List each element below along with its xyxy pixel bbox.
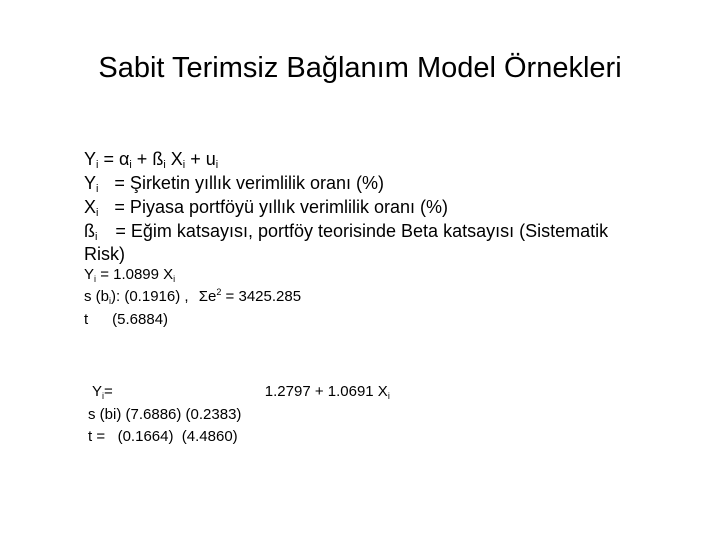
- sum-squared-residuals: Σe: [198, 288, 217, 305]
- estimate2-equation: $Y_i= 1.2797 + 1.0691$ $X_i$: [92, 383, 390, 401]
- definition-y: $Y_i$ = Şirketin yıllık verimlilik oranı (%): [84, 173, 384, 195]
- alpha-symbol: α: [118, 149, 130, 169]
- beta-symbol: ß: [152, 149, 164, 169]
- model-lhs: Y: [84, 149, 97, 169]
- definition-beta: $ß_i$ = Eğim katsayısı, portföy teorisinde Beta katsayısı (Sistematik: [84, 221, 609, 243]
- definition-continuation: Risk): [84, 244, 125, 264]
- estimate1-t-values: t (5.6884): [84, 311, 169, 328]
- model-equation: $Y_i = \alpha_i$ + $ß_i$ $X_i + u_i$: [84, 149, 219, 171]
- slide-title: Sabit Terimsiz Bağlanım Model Örnekleri: [98, 52, 622, 84]
- estimate2-t-values: t = (0.1664) (4.4860): [88, 428, 238, 445]
- definition-x: $X_i$ = Piyasa portföyü yıllık verimlilik oranı (%): [84, 197, 449, 219]
- error-term: u: [205, 149, 216, 169]
- estimate1-standard-errors: s $(b_i)$: (0.1916) , $\Sigma e^2 = 3425.285$: [84, 287, 302, 306]
- estimate1-equation: $Y_i = 1.0899$ $X_i$: [84, 266, 176, 284]
- estimate2-standard-errors: s (bi) (7.6886) (0.2383): [88, 406, 242, 423]
